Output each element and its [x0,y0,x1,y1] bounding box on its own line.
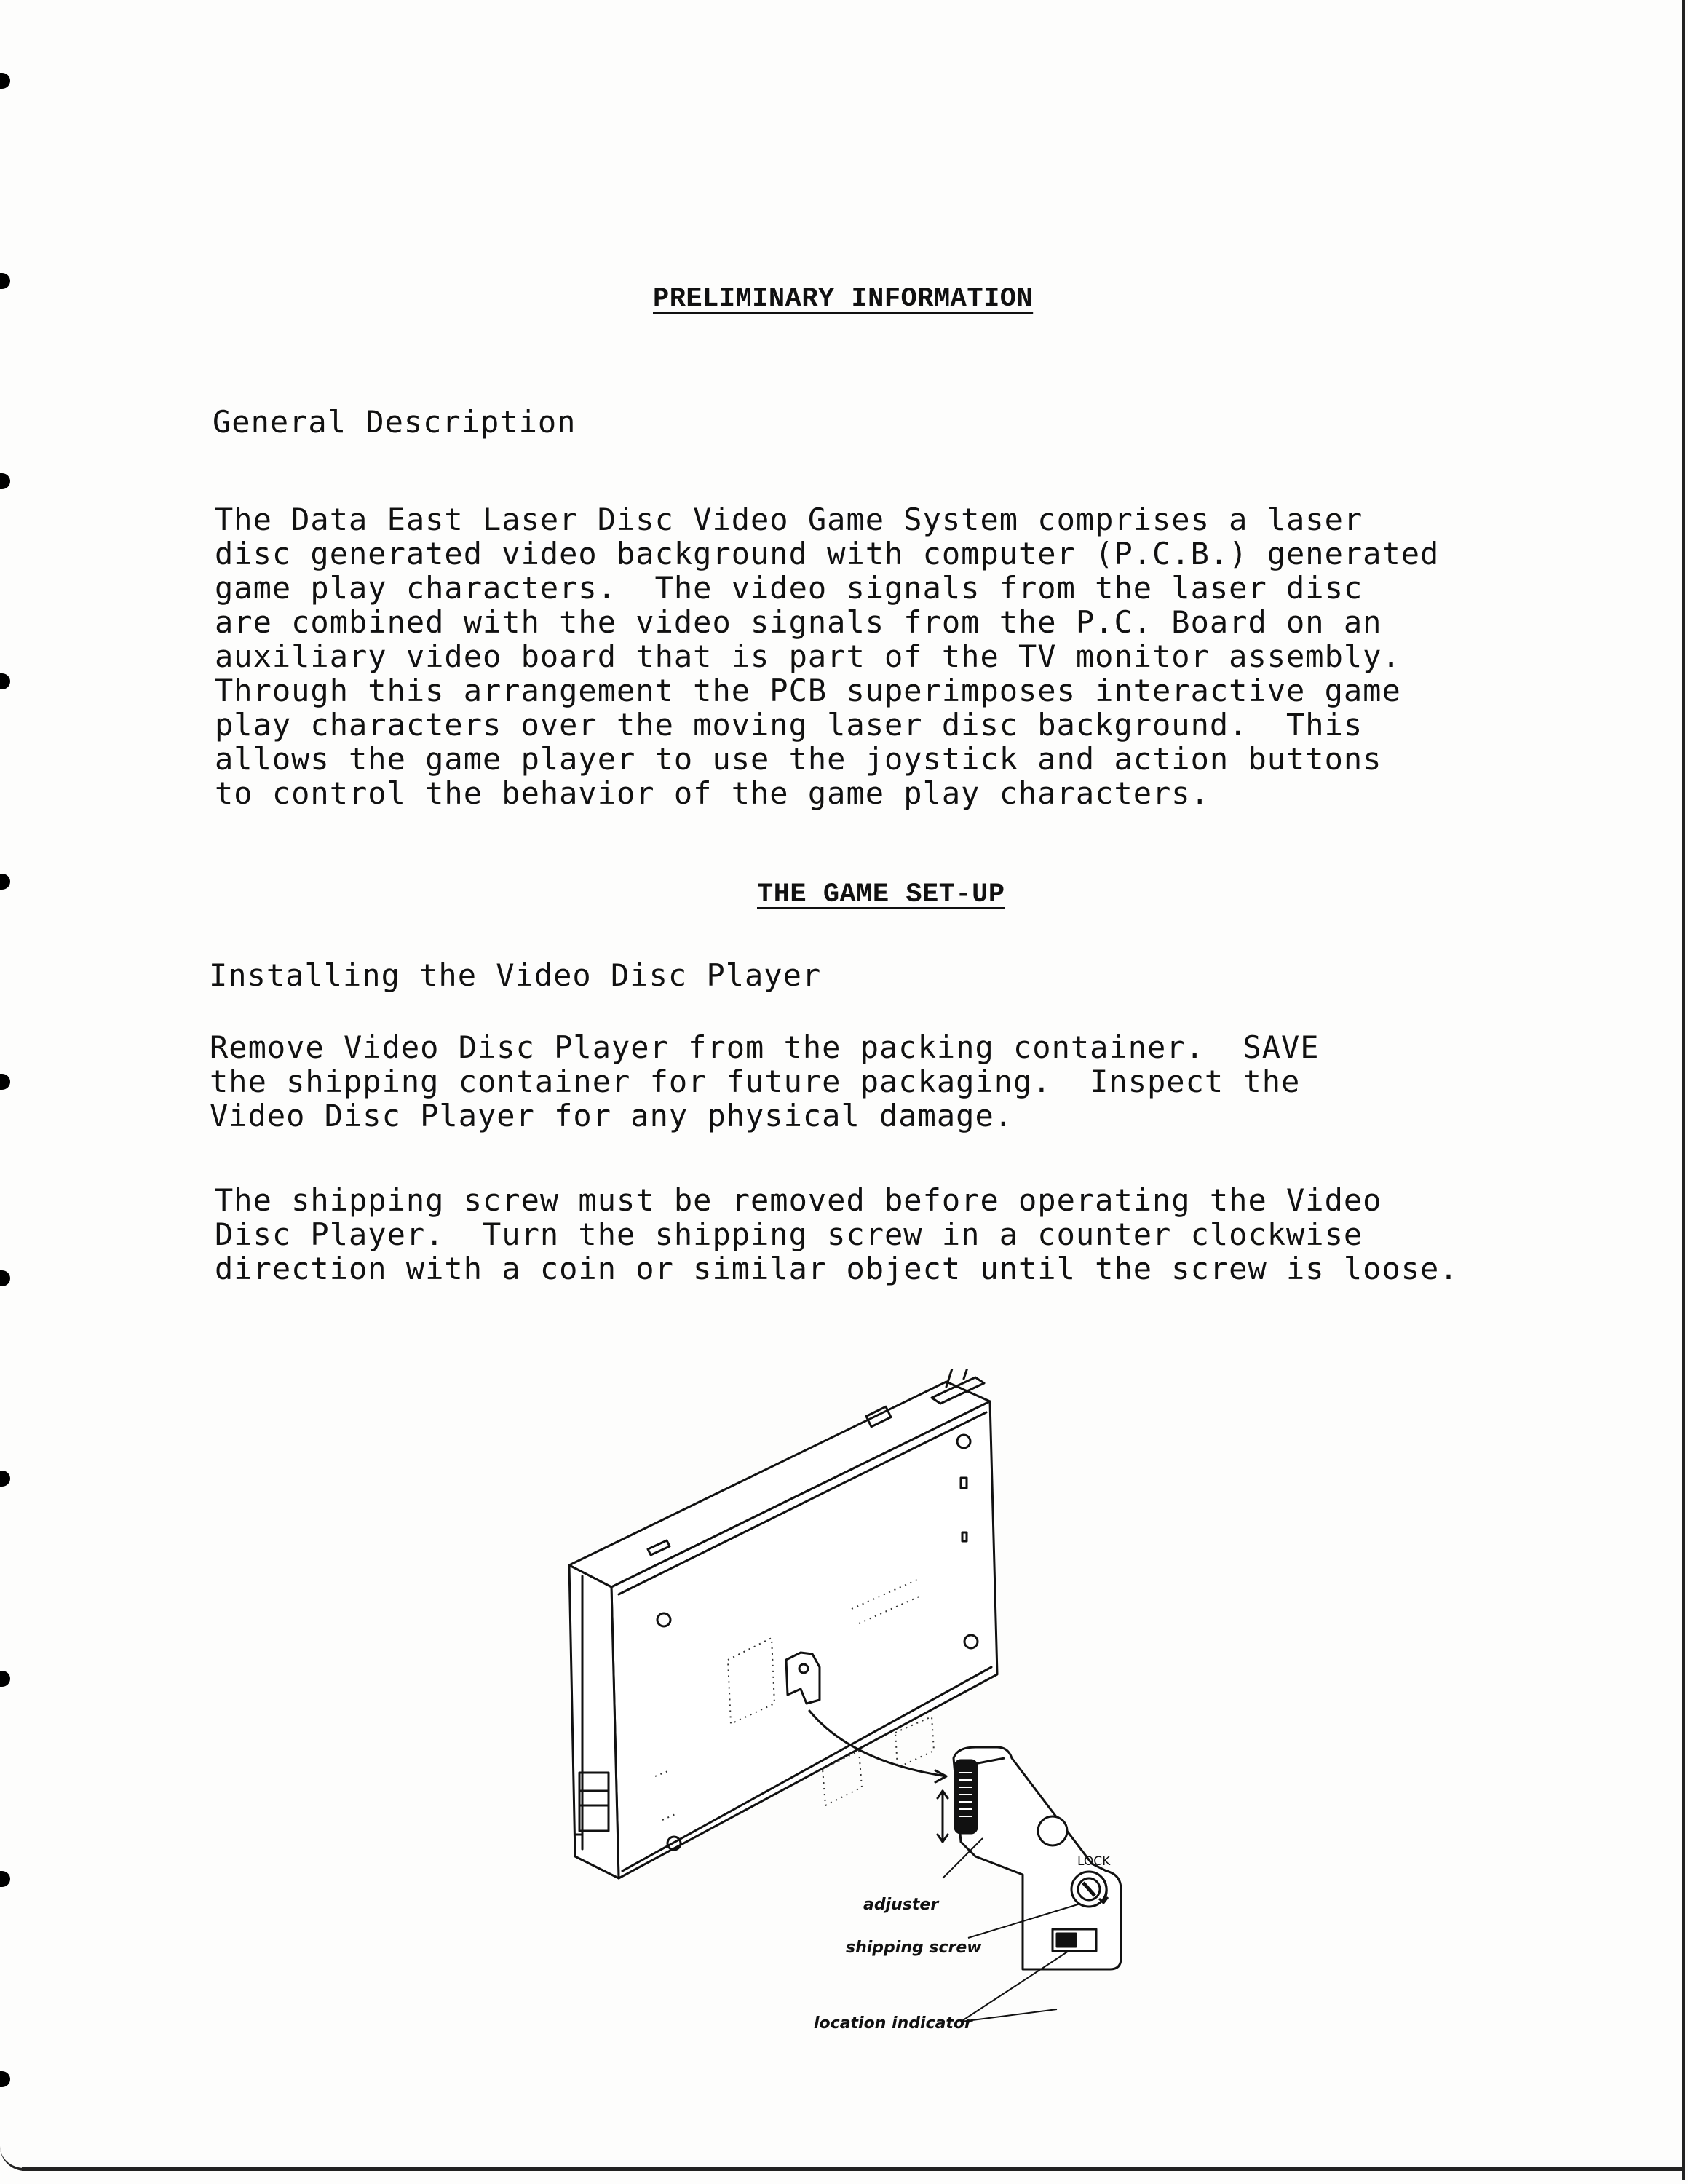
binder-hole-mark [0,1074,10,1090]
binder-hole-mark [0,1871,10,1887]
text-line: play characters over the moving laser disc background. This [215,707,1363,743]
text-line: direction with a coin or similar object until the screw is loose. [215,1251,1459,1286]
text-line: are combined with the video signals from the P.C. Board on an [215,604,1382,640]
text-line: Remove Video Disc Player from the packing container. SAVE [210,1029,1320,1065]
shipping-screw-paragraph [215,1183,1459,1286]
binder-hole-mark [0,2071,10,2087]
video-disc-player-illustration [539,1369,1165,2038]
general-description-paragraph [215,502,1439,810]
text-line: game play characters. The video signals from the laser disc [215,570,1363,606]
lock-label: LOCK [1077,1854,1111,1869]
text-line: The Data East Laser Disc Video Game System comprises a laser [215,502,1363,537]
binder-hole-mark [0,73,10,89]
heading-preliminary-information: PRELIMINARY INFORMATION [653,284,1034,314]
binder-hole-mark [0,1471,10,1487]
text-line: Disc Player. Turn the shipping screw in a counter clockwise [215,1216,1363,1252]
callout-location-indicator: location indicator [814,2014,972,2033]
binder-hole-mark [0,673,10,689]
heading-the-game-set-up: THE GAME SET-UP [757,879,1005,910]
section-title-general-description: General Description [213,404,576,440]
text-line: the shipping container for future packaging. Inspect the [210,1064,1301,1099]
text-line: allows the game player to use the joystick and action buttons [215,741,1382,777]
adjuster-wheel [955,1760,977,1833]
binder-hole-mark [0,273,10,289]
page-corner-curve [0,2110,25,2171]
binder-hole-mark [0,874,10,890]
binder-hole-mark [0,1270,10,1286]
text-line: disc generated video background with computer (P.C.B.) generated [215,536,1440,571]
section-title-installing-video-disc-player: Installing the Video Disc Player [209,957,822,993]
page-bottom-border [22,2167,1685,2171]
remove-player-paragraph [210,1030,1320,1133]
callout-shipping-screw: shipping screw [846,1939,982,1957]
binder-hole-mark [0,1671,10,1687]
text-line: auxiliary video board that is part of the TV monitor assembly. [215,638,1401,674]
text-line: Video Disc Player for any physical damage. [210,1098,1014,1133]
callout-adjuster: adjuster [863,1896,939,1914]
text-line: to control the behavior of the game play characters. [215,775,1210,811]
page-right-border [1682,0,1685,2180]
text-line: Through this arrangement the PCB superimposes interactive game [215,673,1401,708]
binder-hole-mark [0,473,10,489]
text-line: The shipping screw must be removed before operating the Video [215,1182,1382,1218]
